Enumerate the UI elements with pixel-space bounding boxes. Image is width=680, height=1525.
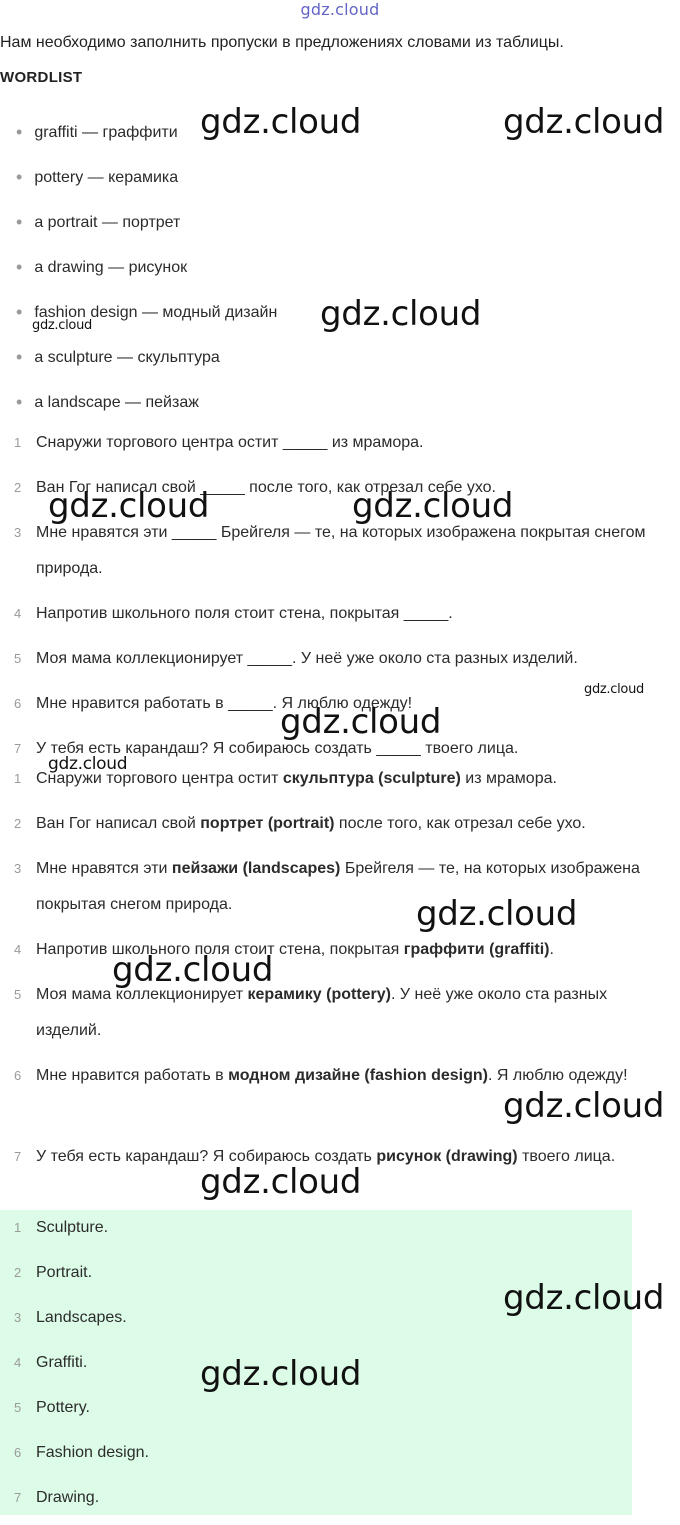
watermark: gdz.cloud [112,950,274,990]
watermark: gdz.cloud [280,702,442,742]
watermark: gdz.cloud [503,102,665,142]
bullet-icon: • [16,257,23,277]
translated-list [0,761,680,1211]
list-item: 6 Мне нравится работать в модном дизайне (fashion design). Я люблю одежду! [14,1067,628,1084]
intro-text: Нам необходимо заполнить пропуски в предложениях словами из таблицы. [0,34,564,51]
list-item: • a sculpture — скульптура [0,335,680,380]
list-item: 1 Снаружи торгового центра остит скульптура (sculpture) из мрамора. [14,770,557,787]
answer-item: 2 Portrait. [14,1264,93,1281]
list-item: • a landscape — пейзаж [0,380,680,425]
bullet-icon: • [16,347,23,367]
list-item: 3 Мне нравятся эти _____ Брейгеля — те, на которых изображена покрытая снегом природа. [14,524,646,577]
watermark: gdz.cloud [200,102,362,142]
site-logo[interactable]: gdz.cloud [300,0,380,19]
answer-item: 6 Fashion design. [14,1444,149,1461]
answer-item: 3 Landscapes. [14,1309,127,1326]
watermark: gdz.cloud [200,1162,362,1202]
watermark: gdz.cloud [200,1354,362,1394]
list-item: • a drawing — рисунок [0,245,680,290]
bullet-icon: • [16,392,23,412]
bullet-icon: • [16,122,23,142]
list-item: • fashion design — модный дизайн [0,290,680,335]
watermark: gdz.cloud [32,318,92,333]
bullet-icon: • [16,302,23,322]
wordlist [0,110,680,425]
list-item: 1 Снаружи торгового центра остит _____ из мрамора. [14,434,424,451]
watermark: gdz.cloud [320,294,482,334]
answer-item: 4 Graffiti. [14,1354,88,1371]
list-item: • pottery — керамика [0,155,680,200]
answer-item: 5 Pottery. [14,1399,90,1416]
list-item: 7 У тебя есть карандаш? Я собираюсь создать рисунок (drawing) твоего лица. [14,1148,616,1165]
list-item: 7 У тебя есть карандаш? Я собираюсь создать _____ твоего лица. [14,740,519,757]
list-item: 5 Моя мама коллекционирует _____. У неё уже около ста разных изделий. [14,650,578,667]
list-item: 6 Мне нравится работать в _____. Я люблю одежду! [14,695,413,712]
watermark: gdz.cloud [48,754,128,774]
list-item: 2 Ван Гог написал свой _____ после того, как отрезал себе ухо. [14,479,496,496]
wordlist-heading: WORDLIST [0,69,83,86]
watermark: gdz.cloud [416,894,578,934]
watermark: gdz.cloud [503,1278,665,1318]
answer-item: 1 Sculpture. [14,1219,109,1236]
list-item: • a portrait — портрет [0,200,680,245]
bullet-icon: • [16,167,23,187]
watermark: gdz.cloud [352,486,514,526]
list-item: 2 Ван Гог написал свой портрет (portrait) после того, как отрезал себе ухо. [14,815,586,832]
answer-item: 7 Drawing. [14,1489,100,1506]
list-item: 5 Моя мама коллекционирует керамику (pottery). У неё уже около ста разных изделий. [14,986,608,1039]
watermark: gdz.cloud [48,486,210,526]
list-item: 3 Мне нравятся эти пейзажи (landscapes) Брейгеля — те, на которых изображена покрытая снегом природа. [14,860,640,913]
list-item: • graffiti — граффити [0,110,680,155]
list-item: 4 Напротив школьного поля стоит стена, покрытая граффити (graffiti). [14,941,554,958]
watermark: gdz.cloud [584,682,644,697]
watermark: gdz.cloud [503,1086,665,1126]
bullet-icon: • [16,212,23,232]
list-item: 4 Напротив школьного поля стоит стена, покрытая _____. [14,605,453,622]
